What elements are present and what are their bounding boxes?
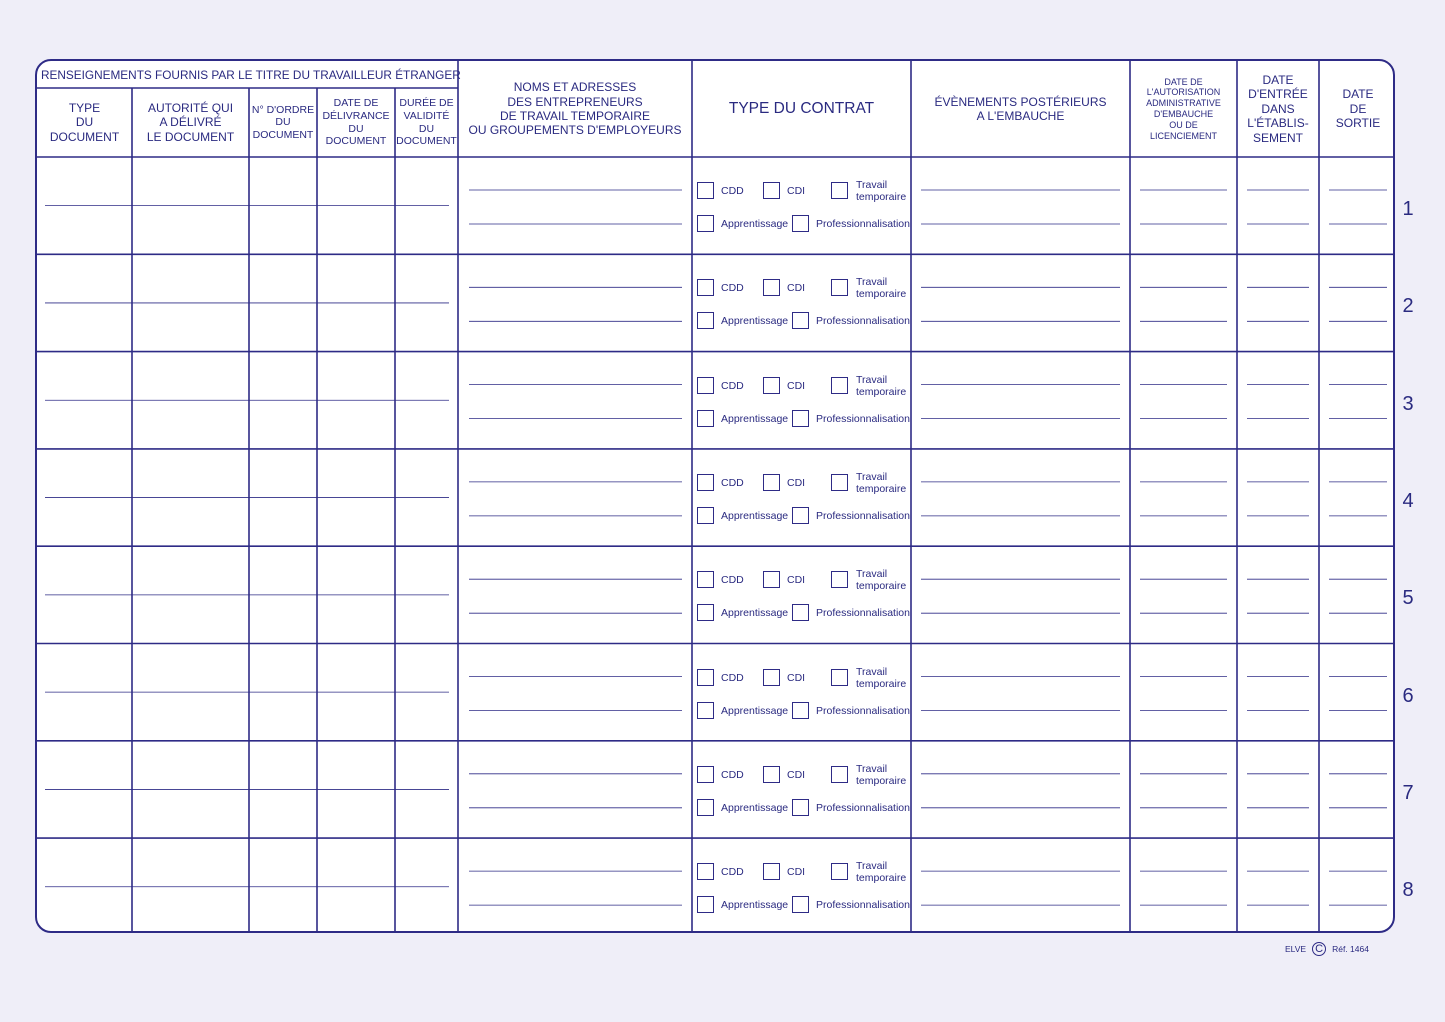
apprentissage-label: Apprentissage [721,607,789,620]
travail-temporaire-checkbox[interactable] [831,279,848,296]
apprentissage-label: Apprentissage [721,218,789,230]
apprentissage-label: Apprentissage [721,801,789,814]
cdi-checkbox[interactable] [763,669,780,686]
apprentissage-checkbox[interactable] [697,507,714,524]
group-header: RENSEIGNEMENTS FOURNIS PAR LE TITRE DU TRAVAILLEUR ÉTRANGER [41,68,461,82]
apprentissage-checkbox[interactable] [697,799,714,816]
cdi-label: CDI [787,282,806,295]
row-number: 3 [1402,392,1414,415]
professionnalisation-checkbox[interactable] [792,799,809,816]
header-type-document: TYPE DU DOCUMENT [49,100,120,144]
header-autorite: AUTORITÉ QUI A DÉLIVRÉ LE DOCUMENT [146,100,235,144]
cdd-label: CDD [721,574,744,587]
cdd-label: CDD [721,866,744,879]
professionnalisation-label: Professionnalisation [816,801,910,814]
cdi-label: CDI [787,866,806,879]
cdd-checkbox[interactable] [697,377,714,394]
cdi-checkbox[interactable] [763,182,780,199]
travail-temporaire-label: Travail temporaire [856,568,907,593]
professionnalisation-checkbox[interactable] [792,215,809,232]
travail-temporaire-checkbox[interactable] [831,766,848,783]
cdi-label: CDI [787,185,806,197]
cdd-checkbox[interactable] [697,766,714,783]
row-number: 7 [1402,781,1414,804]
professionnalisation-label: Professionnalisation [816,218,910,230]
professionnalisation-checkbox[interactable] [792,507,809,524]
cdi-checkbox[interactable] [763,571,780,588]
brand-label: ELVE [1285,944,1307,954]
table-grid-lines [37,61,1395,933]
header-date-entree: DATE D'ENTRÉE DANS L'ÉTABLIS- SEMENT [1247,73,1309,145]
travail-temporaire-label: Travail temporaire [856,373,907,398]
header-evenements: ÉVÈNEMENTS POSTÉRIEURS A L'EMBAUCHE [934,94,1107,123]
cdd-checkbox[interactable] [697,279,714,296]
professionnalisation-checkbox[interactable] [792,410,809,427]
cdd-checkbox[interactable] [697,669,714,686]
professionnalisation-label: Professionnalisation [816,704,910,717]
cdd-checkbox[interactable] [697,182,714,199]
cdi-label: CDI [787,476,806,489]
apprentissage-label: Apprentissage [721,412,789,425]
cdd-label: CDD [721,185,744,197]
cdd-label: CDD [721,476,744,489]
cdi-label: CDI [787,671,806,684]
row-number: 4 [1402,489,1414,512]
cdi-checkbox[interactable] [763,863,780,880]
apprentissage-checkbox[interactable] [697,312,714,329]
cdi-checkbox[interactable] [763,474,780,491]
professionnalisation-label: Professionnalisation [816,315,910,328]
travail-temporaire-checkbox[interactable] [831,863,848,880]
professionnalisation-checkbox[interactable] [792,896,809,913]
travail-temporaire-checkbox[interactable] [831,474,848,491]
row-number: 2 [1402,295,1414,318]
apprentissage-label: Apprentissage [721,509,789,522]
travail-temporaire-label: Travail temporaire [856,860,907,885]
travail-temporaire-checkbox[interactable] [831,571,848,588]
header-type-contrat: TYPE DU CONTRAT [728,99,875,117]
apprentissage-label: Apprentissage [721,315,789,328]
travail-temporaire-label: Travail temporaire [856,665,907,690]
header-date-autorisation: DATE DE L'AUTORISATION ADMINISTRATIVE D'EMBAUCHE OU DE LICENCIEMENT [1146,76,1221,141]
cdi-label: CDI [787,574,806,587]
cdd-label: CDD [721,671,744,684]
apprentissage-checkbox[interactable] [697,896,714,913]
travail-temporaire-label: Travail temporaire [856,470,907,495]
row-number: 5 [1402,587,1414,610]
professionnalisation-checkbox[interactable] [792,604,809,621]
register-table [35,59,1395,933]
cdi-label: CDI [787,379,806,392]
professionnalisation-label: Professionnalisation [816,509,910,522]
cdd-checkbox[interactable] [697,474,714,491]
apprentissage-checkbox[interactable] [697,215,714,232]
professionnalisation-checkbox[interactable] [792,702,809,719]
cdd-label: CDD [721,282,744,295]
apprentissage-checkbox[interactable] [697,702,714,719]
apprentissage-label: Apprentissage [721,704,789,717]
row-number: 1 [1402,198,1414,220]
apprentissage-label: Apprentissage [721,899,789,912]
header-duree-validite: DURÉE DE VALIDITÉ DU DOCUMENT [396,97,457,148]
header-numero-ordre: N° D'ORDRE DU DOCUMENT [251,103,315,141]
cdi-label: CDI [787,768,806,781]
professionnalisation-label: Professionnalisation [816,899,910,912]
travail-temporaire-checkbox[interactable] [831,182,848,199]
header-date-delivrance: DATE DE DÉLIVRANCE DU DOCUMENT [322,97,390,148]
header-date-sortie: DATE DE SORTIE [1335,87,1381,131]
cdi-checkbox[interactable] [763,377,780,394]
professionnalisation-label: Professionnalisation [816,412,910,425]
reference-label: Réf. 1464 [1332,944,1369,954]
travail-temporaire-label: Travail temporaire [856,276,907,301]
professionnalisation-checkbox[interactable] [792,312,809,329]
professionnalisation-label: Professionnalisation [816,607,910,620]
cdd-checkbox[interactable] [697,863,714,880]
header-noms-adresses: NOMS ET ADRESSES DES ENTREPRENEURS DE TRAVAIL TEMPORAIRE OU GROUPEMENTS D'EMPLOYEURS [468,80,682,138]
cdi-checkbox[interactable] [763,279,780,296]
cdd-label: CDD [721,768,744,781]
copyright-icon: C [1312,942,1326,956]
travail-temporaire-label: Travail temporaire [856,179,907,204]
cdd-checkbox[interactable] [697,571,714,588]
row-number: 8 [1402,879,1414,902]
travail-temporaire-checkbox[interactable] [831,669,848,686]
footer [1285,942,1369,956]
cdd-label: CDD [721,379,744,392]
apprentissage-checkbox[interactable] [697,604,714,621]
apprentissage-checkbox[interactable] [697,410,714,427]
travail-temporaire-checkbox[interactable] [831,377,848,394]
cdi-checkbox[interactable] [763,766,780,783]
row-number: 6 [1402,684,1414,707]
travail-temporaire-label: Travail temporaire [856,762,907,787]
